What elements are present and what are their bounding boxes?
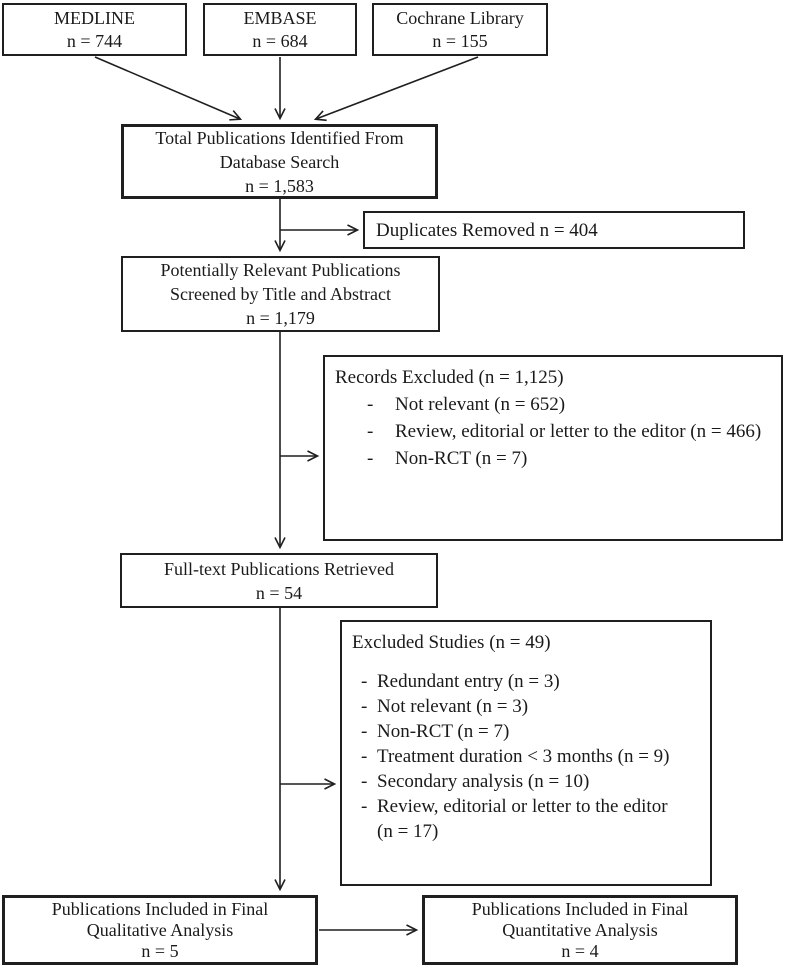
- list-item: [342, 719, 710, 744]
- medline-source-box: [2, 3, 187, 56]
- quantitative-count: n = 4: [561, 940, 599, 961]
- list-item-text: Review, editorial or letter to the editor (n = 466): [395, 421, 762, 442]
- list-item-text: Secondary analysis (n = 10): [377, 771, 590, 792]
- embase-source-box: [203, 3, 357, 56]
- quantitative-analysis-box: [422, 895, 738, 965]
- fulltext-retrieved-count: n = 54: [255, 582, 303, 603]
- total-identified-count: n = 1,583: [245, 175, 314, 196]
- fulltext-retrieved-line1: Full-text Publications Retrieved: [164, 558, 394, 579]
- list-item: [325, 445, 781, 472]
- fulltext-retrieved-box: [120, 553, 438, 608]
- bullet-dash: -: [361, 671, 368, 692]
- cochrane-label: Cochrane Library: [396, 7, 524, 28]
- screened-count: n = 1,179: [246, 308, 315, 328]
- bullet-dash: -: [361, 771, 368, 792]
- qualitative-analysis-box: [2, 895, 318, 965]
- records-excluded-title: Records Excluded (n = 1,125): [335, 367, 564, 388]
- list-item: [342, 794, 710, 844]
- list-item-text: Not relevant (n = 3): [377, 696, 529, 717]
- arrow-medline-to-total: [95, 57, 240, 119]
- medline-count: n = 744: [66, 30, 123, 51]
- quantitative-line1: Publications Included in Final: [471, 898, 689, 919]
- duplicates-removed-box: [363, 211, 745, 249]
- qualitative-count: n = 5: [141, 940, 179, 961]
- excluded-studies-list: [342, 669, 710, 844]
- embase-label: EMBASE: [243, 7, 317, 28]
- list-item: [342, 744, 710, 769]
- bullet-dash: -: [367, 394, 374, 415]
- list-item-text: Redundant entry (n = 3): [377, 671, 560, 692]
- excluded-studies-box: [340, 620, 712, 886]
- qualitative-line2: Qualitative Analysis: [86, 919, 234, 940]
- bullet-dash: -: [361, 721, 368, 742]
- list-item: [325, 391, 781, 418]
- records-excluded-box: [323, 355, 783, 541]
- list-item-text: Not relevant (n = 652): [395, 394, 566, 415]
- embase-count: n = 684: [252, 30, 308, 51]
- list-item: [325, 418, 781, 445]
- bullet-dash: -: [367, 448, 374, 469]
- bullet-dash: -: [361, 746, 368, 767]
- screened-line2: Screened by Title and Abstract: [170, 284, 391, 304]
- arrow-cochrane-to-total: [316, 57, 478, 119]
- bullet-dash: -: [367, 421, 374, 442]
- cochrane-count: n = 155: [432, 30, 488, 51]
- list-item: [342, 669, 710, 694]
- excluded-studies-title: Excluded Studies (n = 49): [352, 632, 551, 653]
- cochrane-source-box: [372, 3, 548, 56]
- bullet-dash: -: [361, 796, 368, 817]
- total-identified-line2: Database Search: [219, 151, 340, 172]
- medline-label: MEDLINE: [54, 7, 135, 28]
- total-identified-line1: Total Publications Identified From: [155, 127, 404, 148]
- records-excluded-list: [325, 391, 781, 472]
- duplicates-removed-label: Duplicates Removed n = 404: [376, 219, 598, 241]
- list-item-text: Non-RCT (n = 7): [377, 721, 510, 742]
- list-item-text: Non-RCT (n = 7): [395, 448, 528, 469]
- screened-box: [121, 256, 440, 332]
- qualitative-line1: Publications Included in Final: [51, 898, 269, 919]
- list-item: [342, 694, 710, 719]
- list-item-text: Review, editorial or letter to the editor (n = 17): [377, 796, 668, 842]
- quantitative-line2: Quantitative Analysis: [502, 919, 658, 940]
- list-item-text: Treatment duration < 3 months (n = 9): [377, 746, 670, 767]
- list-item: [342, 769, 710, 794]
- screened-line1: Potentially Relevant Publications: [160, 260, 401, 280]
- bullet-dash: -: [361, 696, 368, 717]
- total-identified-box: [121, 124, 438, 199]
